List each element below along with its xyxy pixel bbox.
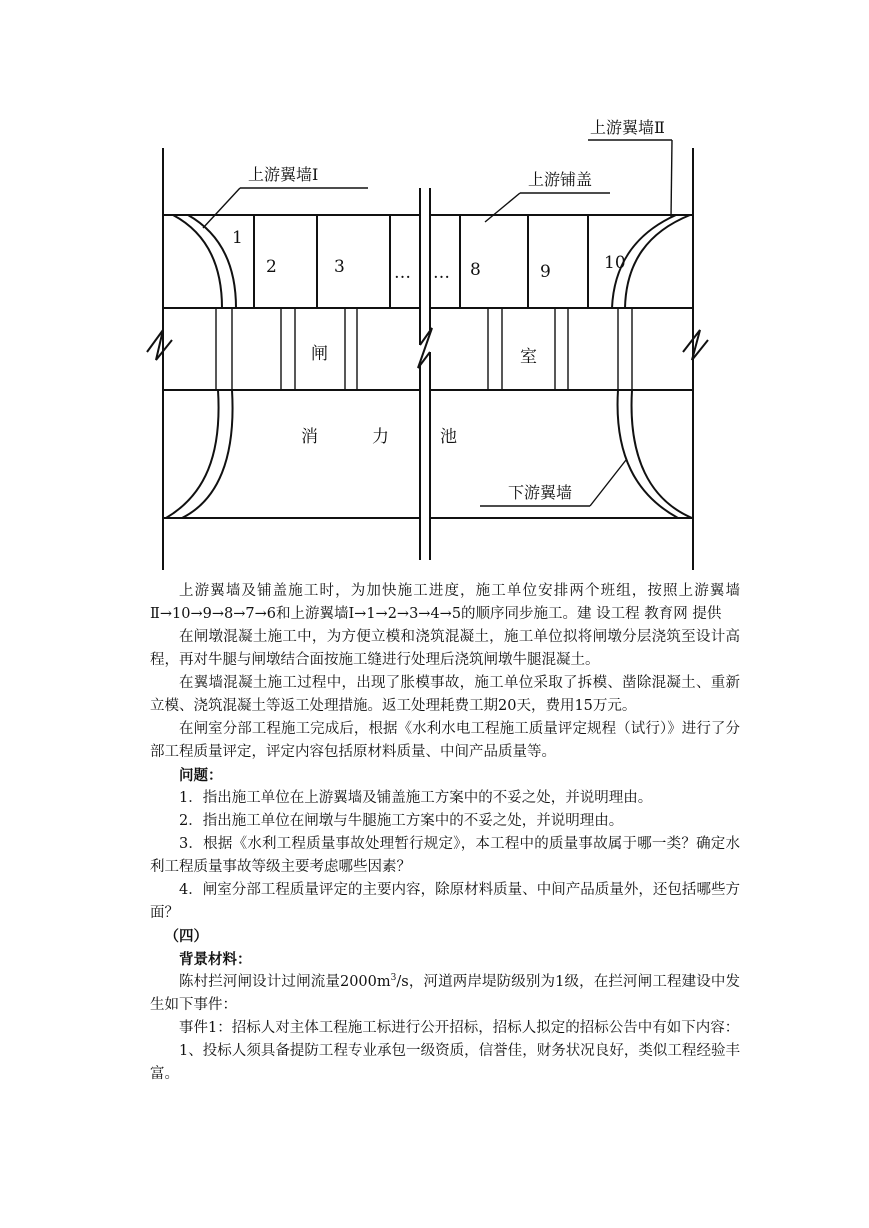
questions-heading: 问题： (179, 767, 223, 784)
block-number: 3 (334, 257, 345, 277)
upstream-apron-label: 上游铺盖 (528, 170, 593, 189)
stilling-basin-char: 力 (372, 427, 389, 447)
paragraph-event-1: 事件1：招标人对主体工程施工标进行公开招标，招标人拟定的招标公告中有如下内容： (179, 1020, 740, 1036)
question-3: 3．根据《水利工程质量事故处理暂行规定》，本工程中的质量事故属于哪一类？确定水利工程质量事故等级主要考虑哪些因素？ (150, 836, 740, 875)
break-zigzag-right (683, 330, 708, 360)
upstream-wing-wall-2-label: 上游翼墙Ⅱ (590, 118, 665, 137)
break-zigzag-left (147, 330, 172, 360)
background-heading: 背景材料： (179, 951, 252, 968)
block-number: 2 (266, 257, 277, 277)
sluice-chamber-char: 闸 (311, 344, 328, 364)
upstream-wing-wall-1-shape (173, 215, 222, 308)
downstream-wing-wall-label: 下游翼墙 (508, 483, 573, 502)
document-body (150, 580, 740, 1086)
upstream-wing-wall-1-label: 上游翼墙Ⅰ (248, 165, 319, 184)
paragraph-background: 陈村拦河闸设计过闸流量$2000m^3/s$，河道两岸堤防级别为1级，在拦河闸工程建设中发生如下事件： (150, 973, 740, 1013)
paragraph-item-1: 1、投标人须具备提防工程专业承包一级资质，信誉佳，财务状况良好，类似工程经验丰富。 (150, 1043, 740, 1082)
block-number: 10 (604, 253, 626, 273)
sluice-layout-diagram (0, 0, 869, 580)
downstream-wing-wall-left-shape (166, 390, 219, 518)
upstream-wing-wall-2-shape (625, 215, 690, 308)
stilling-basin-char: 消 (301, 427, 318, 447)
block-number: 9 (540, 262, 551, 282)
paragraph-quality-assessment: 在闸室分部工程施工完成后，根据《水利水电工程施工质量评定规程（试行）》进行了分部工程质量评定，评定内容包括原材料质量、中间产品质量等。 (150, 721, 740, 760)
block-number: 1 (232, 228, 243, 248)
stilling-basin-char: 池 (440, 427, 457, 447)
question-2: 2．指出施工单位在闸墩与牛腿施工方案中的不妥之处，并说明理由。 (179, 813, 624, 829)
question-4: 4．闸室分部工程质量评定的主要内容，除原材料质量、中间产品质量外，还包括哪些方面？ (150, 882, 740, 921)
ellipsis-right: … (433, 263, 450, 283)
section-heading: （四） (164, 928, 208, 945)
block-number: 8 (470, 260, 481, 280)
paragraph-formwork-accident: 在翼墙混凝土施工过程中，出现了胀模事故，施工单位采取了拆模、凿除混凝土、重新立模、浇筑混凝土等返工处理措施。返工处理耗费工期20天，费用15万元。 (150, 675, 740, 714)
downstream-wing-wall-right-shape (618, 390, 678, 518)
ellipsis-left: … (394, 263, 411, 283)
paragraph-pier-concrete: 在闸墩混凝土施工中，为方便立模和浇筑混凝土，施工单位拟将闸墩分层浇筑至设计高程，再对牛腿与闸墩结合面按施工缝进行处理后浇筑闸墩牛腿混凝土。 (150, 629, 740, 668)
paragraph-construction-sequence: 上游翼墙及铺盖施工时，为加快施工进度，施工单位安排两个班组，按照上游翼墙Ⅱ→10→9→8→7→6和上游翼墙Ⅰ→1→2→3→4→5的顺序同步施工。建 设工程 教育网 提供 (150, 583, 740, 622)
sluice-chamber-char: 室 (520, 347, 537, 367)
question-1: 1．指出施工单位在上游翼墙及铺盖施工方案中的不妥之处，并说明理由。 (179, 790, 653, 806)
